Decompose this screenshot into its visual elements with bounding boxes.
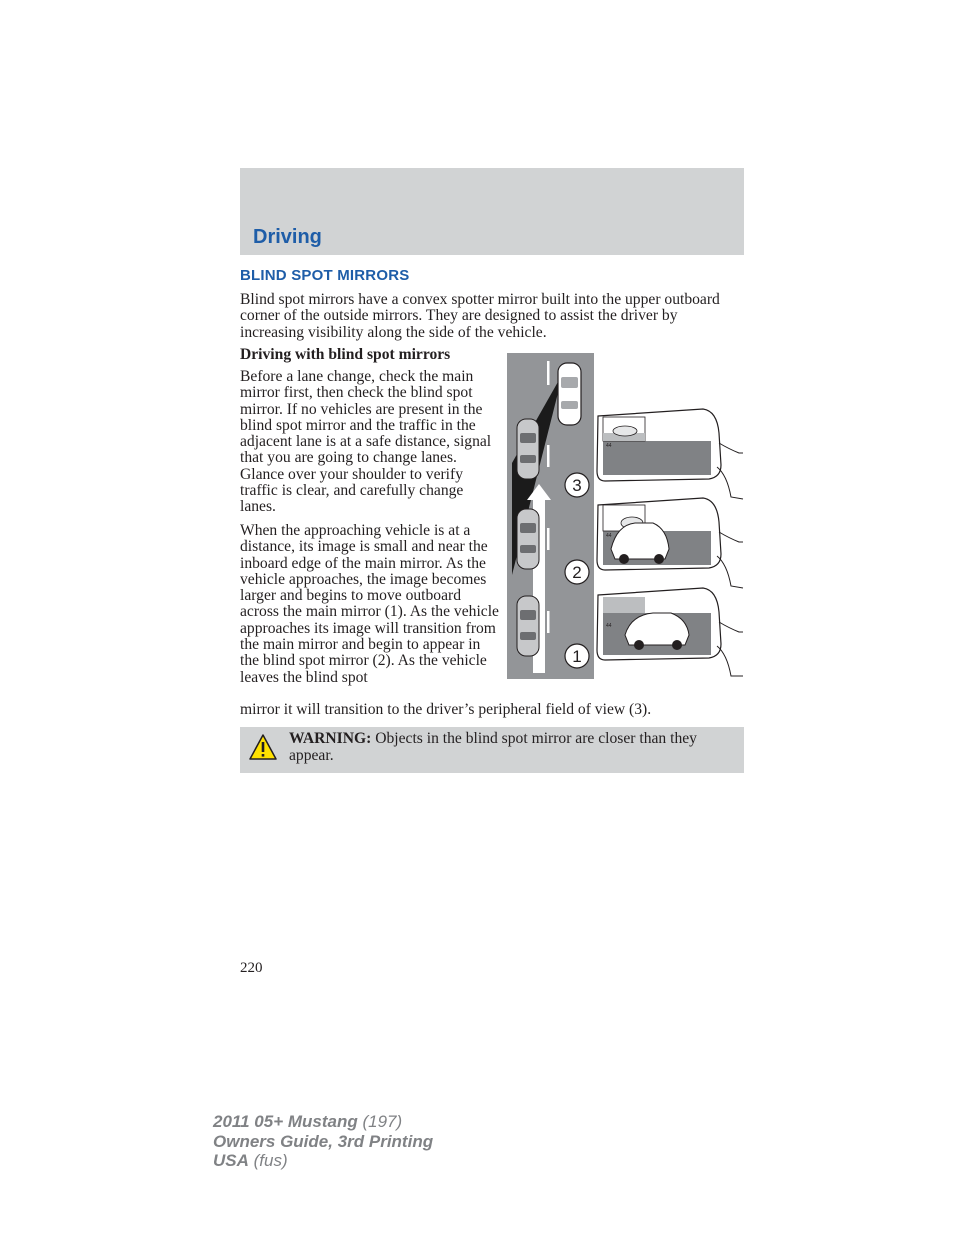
section-title: Driving xyxy=(253,226,322,248)
footer-line-2: Owners Guide, 3rd Printing xyxy=(213,1131,434,1151)
warning-triangle-icon xyxy=(248,733,278,761)
car-icon xyxy=(517,419,539,479)
footer-line-3: USA (fus) xyxy=(213,1151,288,1170)
blind-spot-mirror-illustration xyxy=(507,353,745,679)
paragraph-approaching-vehicle: When the approaching vehicle is at a distance, its image is small and near the inboard edge of the main mirror. As the vehicle approaches, the image becomes larger and begins to move outboard across the main mirror (1). As the vehicle approaches its image will transition from the main mirror and begin to appear in the blind spot mirror (2). As the vehicle leaves the blind spot xyxy=(240,522,499,686)
paragraph-approaching-vehicle-continued: mirror it will transition to the driver’s peripheral field of view (3). xyxy=(240,701,652,718)
svg-text:1: 1 xyxy=(572,647,582,666)
car-icon xyxy=(517,509,539,569)
warning-label: WARNING: xyxy=(289,730,372,747)
intro-paragraph: Blind spot mirrors have a convex spotter mirror built into the upper outboard corner of the outside mirrors. They are designed to assist the driver by increasing visibility along the side of the vehicle. xyxy=(240,291,720,341)
mirror-text: 44 xyxy=(606,533,612,539)
warning-message: Objects in the blind spot mirror are closer than they appear. xyxy=(289,730,697,764)
callout-1 xyxy=(565,644,589,668)
footer-line-1: 2011 05+ Mustang (197) xyxy=(213,1112,403,1131)
page-number: 220 xyxy=(240,960,263,976)
mirror-text: 44 xyxy=(606,443,612,449)
car-icon xyxy=(517,596,539,656)
svg-text:3: 3 xyxy=(572,476,582,495)
mirror-2 xyxy=(597,498,743,588)
warning-box xyxy=(240,727,744,773)
mirror-text: 44 xyxy=(606,623,612,629)
page-heading: BLIND SPOT MIRRORS xyxy=(240,267,410,284)
own-car-icon xyxy=(558,363,581,425)
warning-text xyxy=(289,731,741,764)
mirror-1 xyxy=(597,588,743,676)
footer xyxy=(213,1112,433,1171)
mirror-3 xyxy=(597,409,743,499)
callout-2 xyxy=(565,560,589,584)
paragraph-lane-change: Before a lane change, check the main mirror first, then check the blind spot mirror. If no vehicles are present in the blind spot mirror and the traffic in the adjacent lane is at a safe distance, signal that you are going to change lanes. Glance over your shoulder to verify traffic is clear, and carefully change lanes. xyxy=(240,368,492,516)
svg-text:2: 2 xyxy=(572,563,582,582)
callout-3 xyxy=(565,473,589,497)
subheading: Driving with blind spot mirrors xyxy=(240,346,451,363)
